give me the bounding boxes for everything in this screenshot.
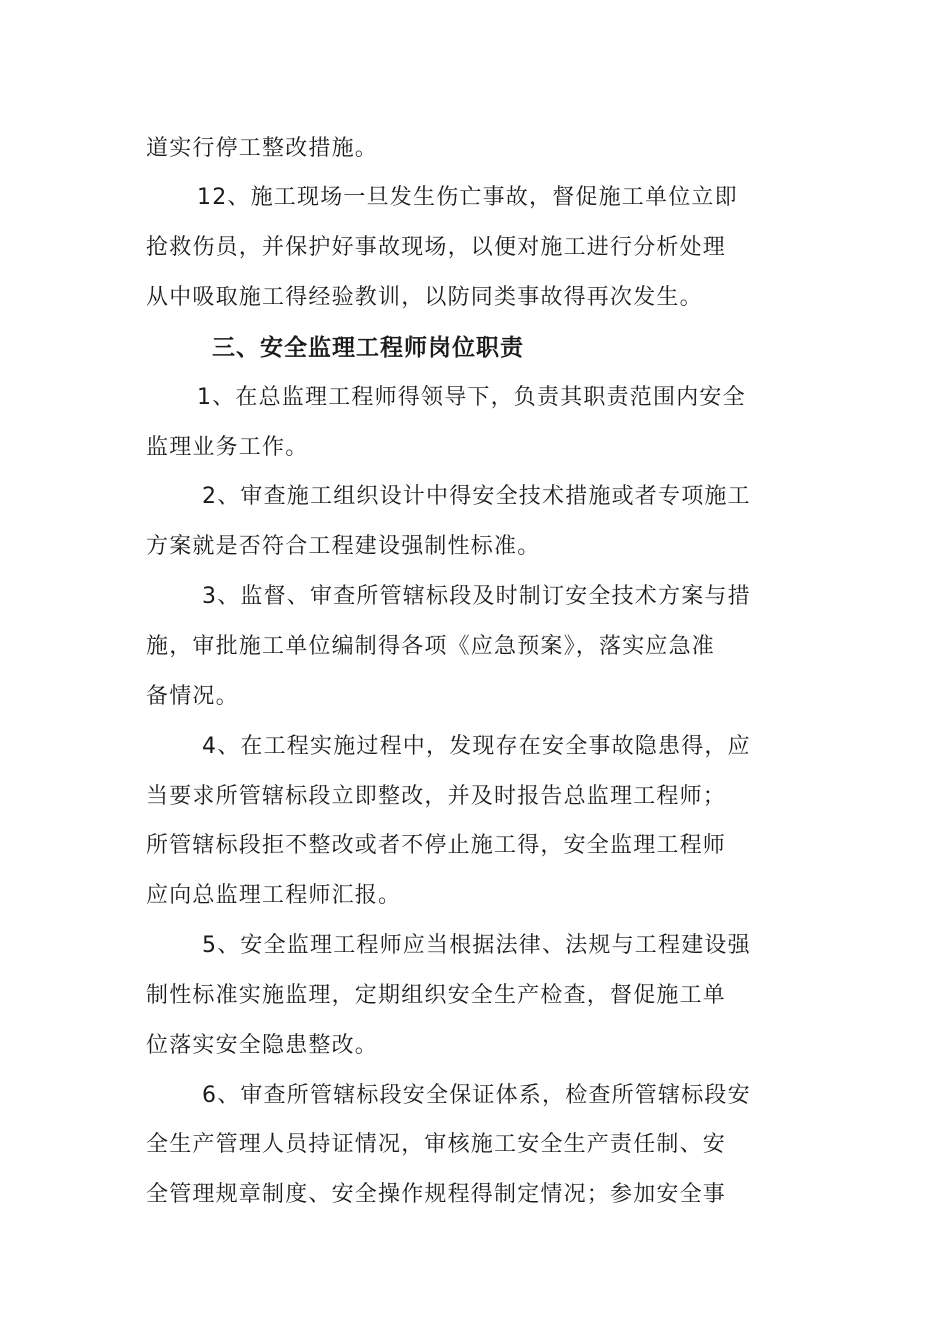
text-line-11: 施，审批施工单位编制得各项《应急预案》，落实应急准 xyxy=(146,634,716,659)
text-line-12: 备情况。 xyxy=(146,684,239,709)
text-line-19: 位落实安全隐患整改。 xyxy=(146,1033,379,1058)
text-line-13: 4、在工程实施过程中，发现存在安全事故隐患得，应 xyxy=(202,734,751,759)
section-heading: 三、安全监理工程师岗位职责 xyxy=(212,335,524,361)
text-line-18: 制性标准实施监理，定期组织安全生产检查，督促施工单 xyxy=(146,983,727,1008)
text-line-1: 道实行停工整改措施。 xyxy=(146,136,379,161)
text-line-20: 6、审查所管辖标段安全保证体系，检查所管辖标段安 xyxy=(202,1083,751,1108)
text-line-16: 应向总监理工程师汇报。 xyxy=(146,883,402,908)
text-line-8: 2、审查施工组织设计中得安全技术措施或者专项施工 xyxy=(202,484,751,509)
text-line-15: 所管辖标段拒不整改或者不停止施工得，安全监理工程师 xyxy=(146,833,727,858)
text-line-9: 方案就是否符合工程建设强制性标准。 xyxy=(146,534,541,559)
text-line-3: 抢救伤员，并保护好事故现场，以便对施工进行分析处理 xyxy=(146,235,727,260)
text-line-6: 1、在总监理工程师得领导下，负责其职责范围内安全 xyxy=(197,385,746,410)
text-line-10: 3、监督、审查所管辖标段及时制订安全技术方案与措 xyxy=(202,584,751,609)
text-line-7: 监理业务工作。 xyxy=(146,435,309,460)
text-line-2: 12、施工现场一旦发生伤亡事故，督促施工单位立即 xyxy=(197,185,738,210)
text-line-17: 5、安全监理工程师应当根据法律、法规与工程建设强 xyxy=(202,933,751,958)
text-line-22: 全管理规章制度、安全操作规程得制定情况；参加安全事 xyxy=(146,1182,727,1207)
text-line-21: 全生产管理人员持证情况，审核施工安全生产责任制、安 xyxy=(146,1132,727,1157)
text-line-14: 当要求所管辖标段立即整改，并及时报告总监理工程师； xyxy=(146,784,727,809)
text-line-4: 从中吸取施工得经验教训，以防同类事故得再次发生。 xyxy=(146,285,703,310)
